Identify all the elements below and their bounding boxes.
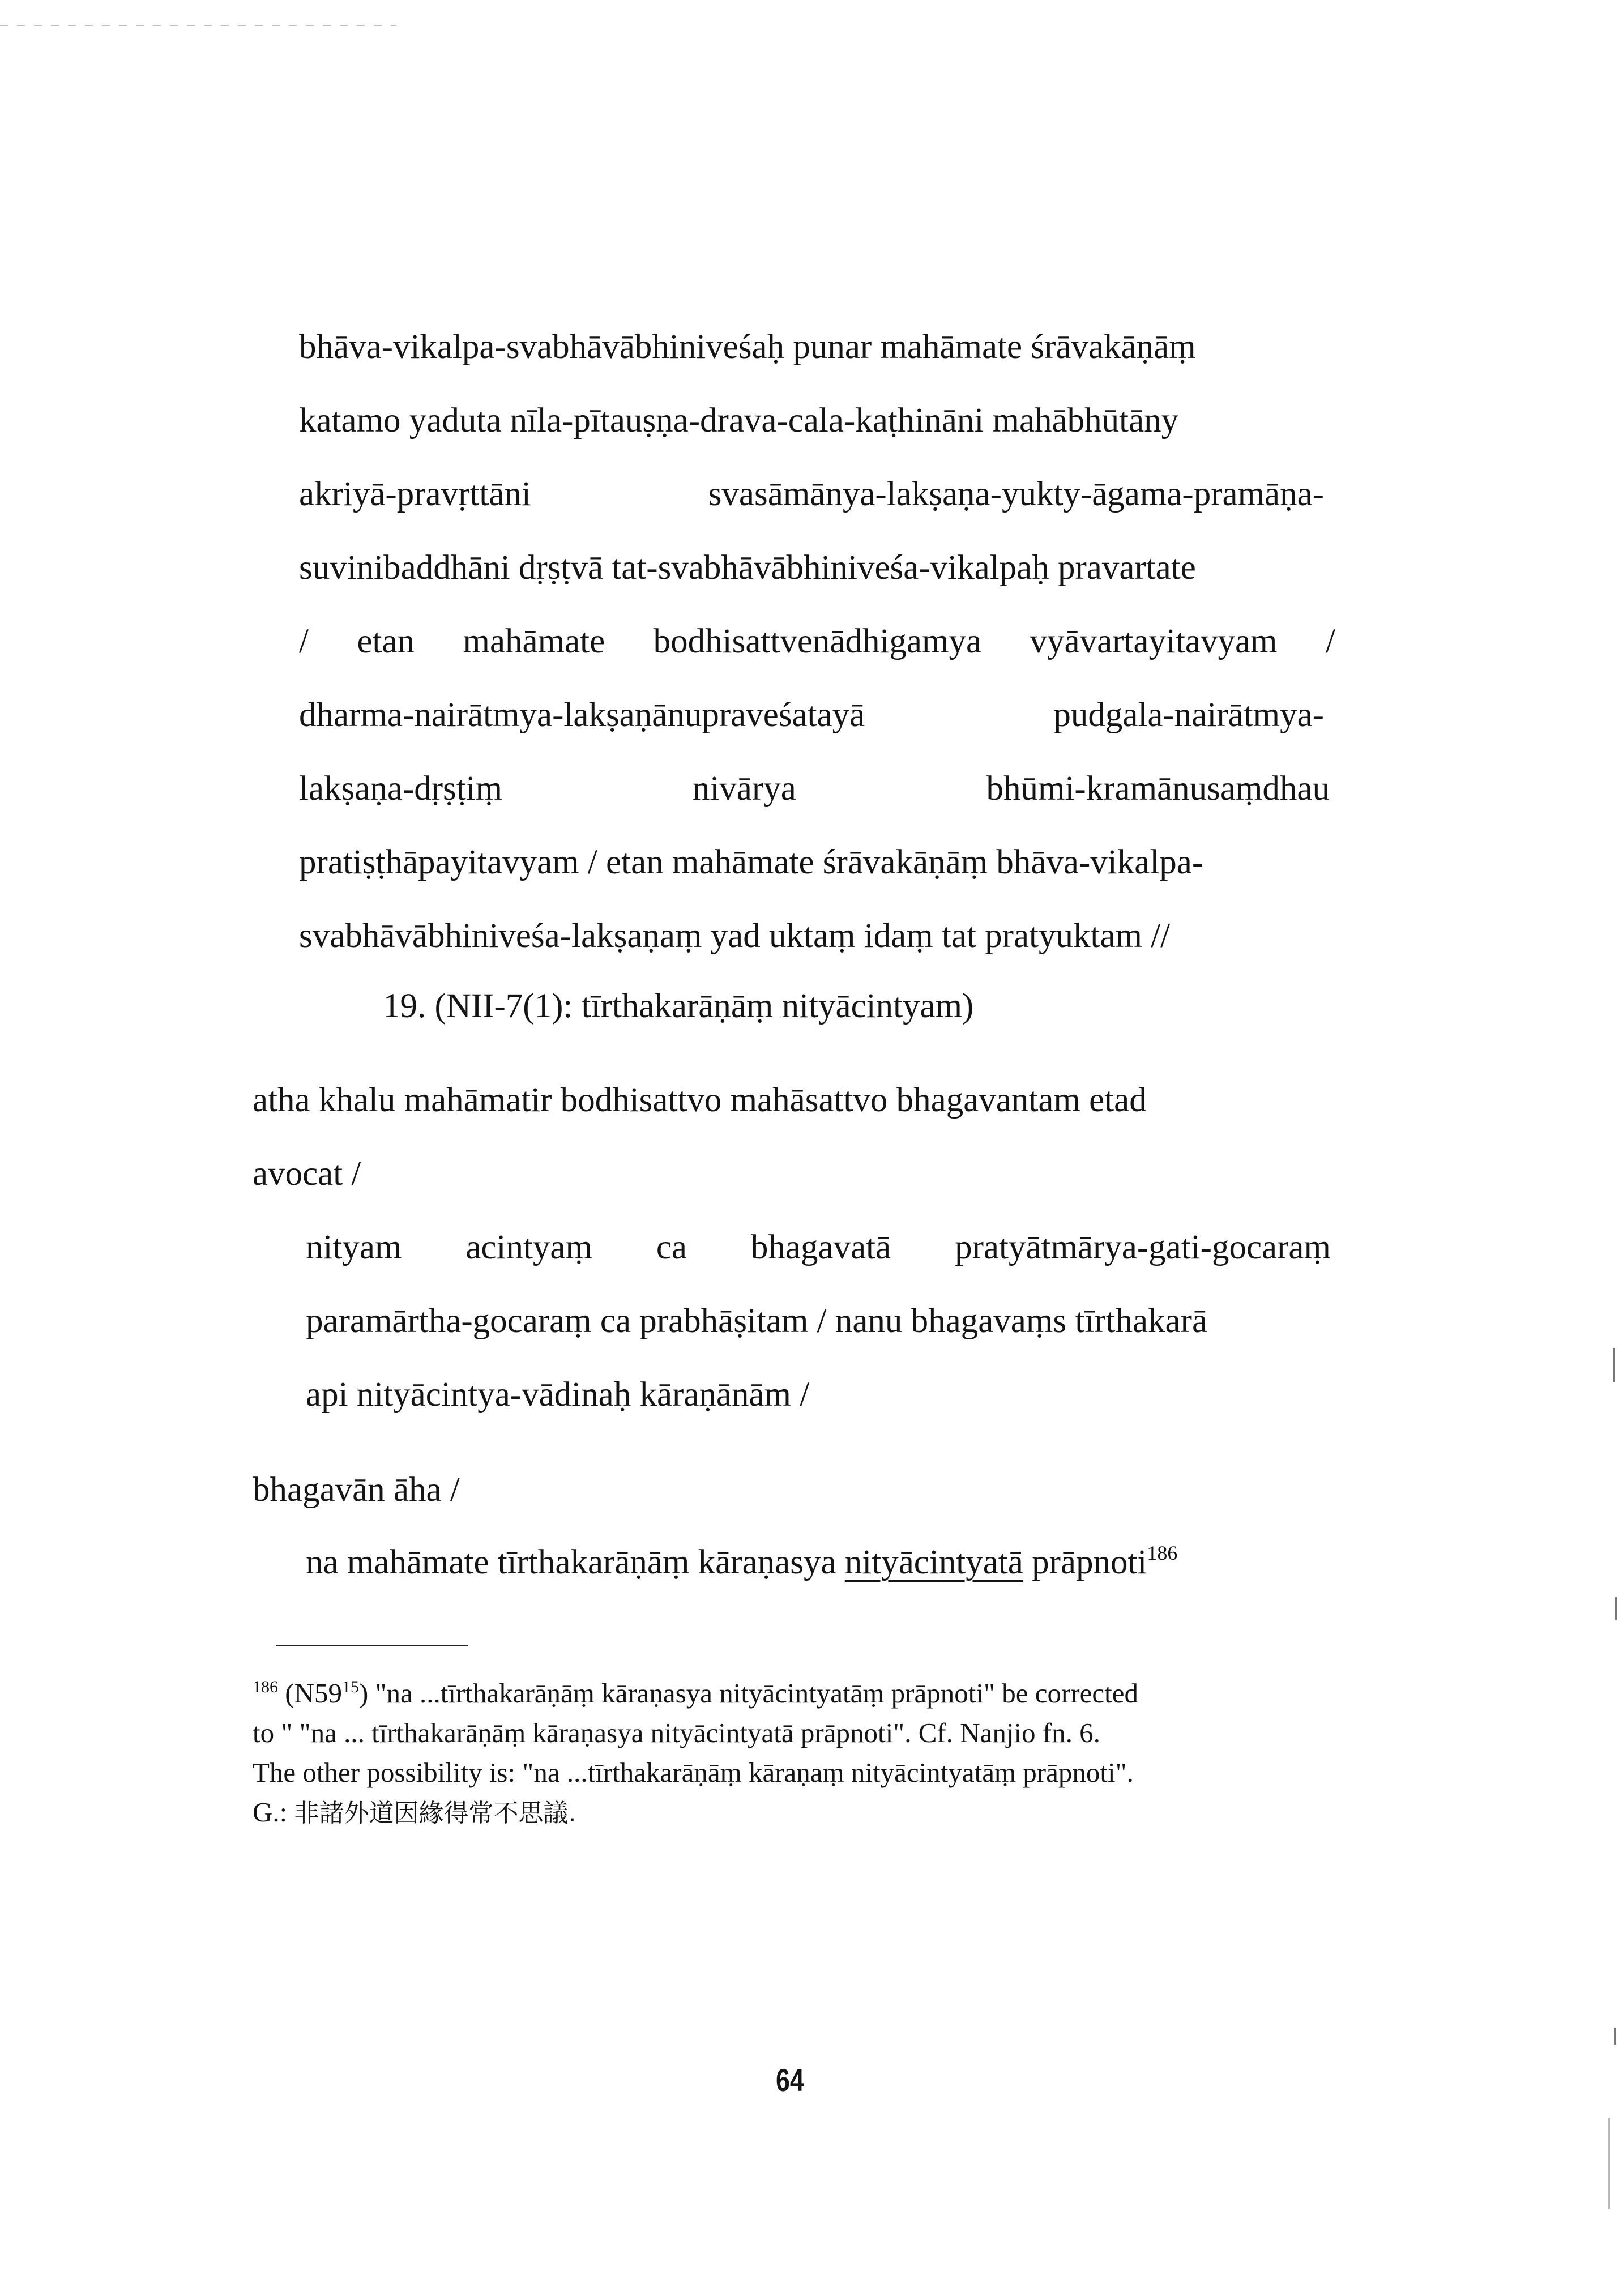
word: svasāmānya-lakṣaṇa-yukty-āgama-pramāṇa- [708, 475, 1324, 513]
word: / [1325, 622, 1335, 660]
word: acintyaṃ [465, 1228, 592, 1266]
text-span: G.: [253, 1796, 288, 1828]
superscript: 15 [341, 1678, 359, 1696]
text-line: bhāva-vikalpa-svabhāvābhiniveśaḥ punar mahāmate śrāvakāṇāṃ [299, 328, 1196, 366]
text-line: api nityācintya-vādinaḥ kāraṇānām / [306, 1376, 810, 1414]
text-span: na mahāmate tīrthakarāṇāṃ kāraṇasya [306, 1543, 836, 1581]
text-line [299, 477, 1324, 511]
text-line [299, 624, 1335, 659]
footnote-line: to " "na ... tīrthakarāṇāṃ kāraṇasya nityācintyatā prāpnoti". Cf. Nanjio fn. 6. [253, 1717, 1100, 1748]
footnote-line: The other possibility is: "na ...tīrthakarāṇāṃ kāraṇaṃ nityācintyatāṃ prāpnoti". [253, 1757, 1134, 1788]
text-line: svabhāvābhiniveśa-lakṣaṇaṃ yad uktaṃ idaṃ tat pratyuktam // [299, 917, 1171, 955]
text-line [306, 1542, 1178, 1581]
footnote-line [253, 1679, 1138, 1707]
footnote-separator [276, 1645, 468, 1646]
word: etan [357, 622, 415, 660]
text-line [306, 1230, 1331, 1265]
text-line [299, 698, 1324, 732]
word: bhūmi-kramānusaṃdhau [986, 770, 1330, 808]
section-heading: 19. (NII-7(1): tīrthakarāṇāṃ nityācintyam) [383, 987, 974, 1025]
word: / [299, 622, 309, 660]
text-line: pratiṣṭhāpayitavyam / etan mahāmate śrāvakāṇāṃ bhāva-vikalpa- [299, 843, 1204, 881]
word: mahāmate [463, 622, 605, 660]
word: bodhisattvenādhigamya [653, 622, 982, 660]
word: vyāvartayitavyam [1030, 622, 1278, 660]
text-line: avocat / [253, 1155, 361, 1193]
scan-margin-mark [1614, 2028, 1616, 2045]
word: lakṣaṇa-dṛṣṭiṃ [299, 770, 503, 808]
scan-margin-mark [1613, 1348, 1615, 1382]
word: nityam [306, 1228, 402, 1266]
word: nivārya [692, 770, 796, 808]
scan-margin-mark [1608, 2118, 1610, 2209]
text-span: (N59 [285, 1678, 342, 1709]
footnote-ref[interactable]: 186 [1147, 1542, 1178, 1564]
text-line: katamo yaduta nīla-pītauṣṇa-drava-cala-kaṭhināni mahābhūtāny [299, 402, 1179, 439]
text-line: bhagavān āha / [253, 1471, 460, 1509]
word: dharma-nairātmya-lakṣaṇānupraveśatayā [299, 696, 865, 734]
word: ca [656, 1228, 687, 1266]
word: pudgala-nairātmya- [1053, 696, 1324, 734]
footnote-line [253, 1798, 576, 1826]
word: akriyā-pravṛttāni [299, 475, 531, 513]
text-line: paramārtha-gocaraṃ ca prabhāṣitam / nanu bhagavaṃs tīrthakarā [306, 1302, 1208, 1340]
text-line: atha khalu mahāmatir bodhisattvo mahāsattvo bhagavantam etad [253, 1081, 1147, 1119]
text-line: suvinibaddhāni dṛṣṭvā tat-svabhāvābhiniveśa-vikalpaḥ pravartate [299, 549, 1196, 587]
page-number: 64 [776, 2062, 804, 2098]
underlined-term: nityācintyatā [844, 1543, 1023, 1581]
word: pratyātmārya-gati-gocaraṃ [955, 1228, 1331, 1266]
text-span: prāpnoti [1032, 1543, 1147, 1581]
scan-margin-mark [1615, 1597, 1617, 1620]
cjk-text: 非諸外道因緣得常不思議. [294, 1799, 576, 1828]
text-line [299, 771, 1330, 806]
footnote-number: 186 [253, 1678, 278, 1696]
word: bhagavatā [750, 1228, 891, 1266]
text-span: ) "na ...tīrthakarāṇāṃ kāraṇasya nityācintyatāṃ prāpnoti" be corrected [358, 1678, 1138, 1709]
scan-edge-noise [0, 25, 396, 26]
